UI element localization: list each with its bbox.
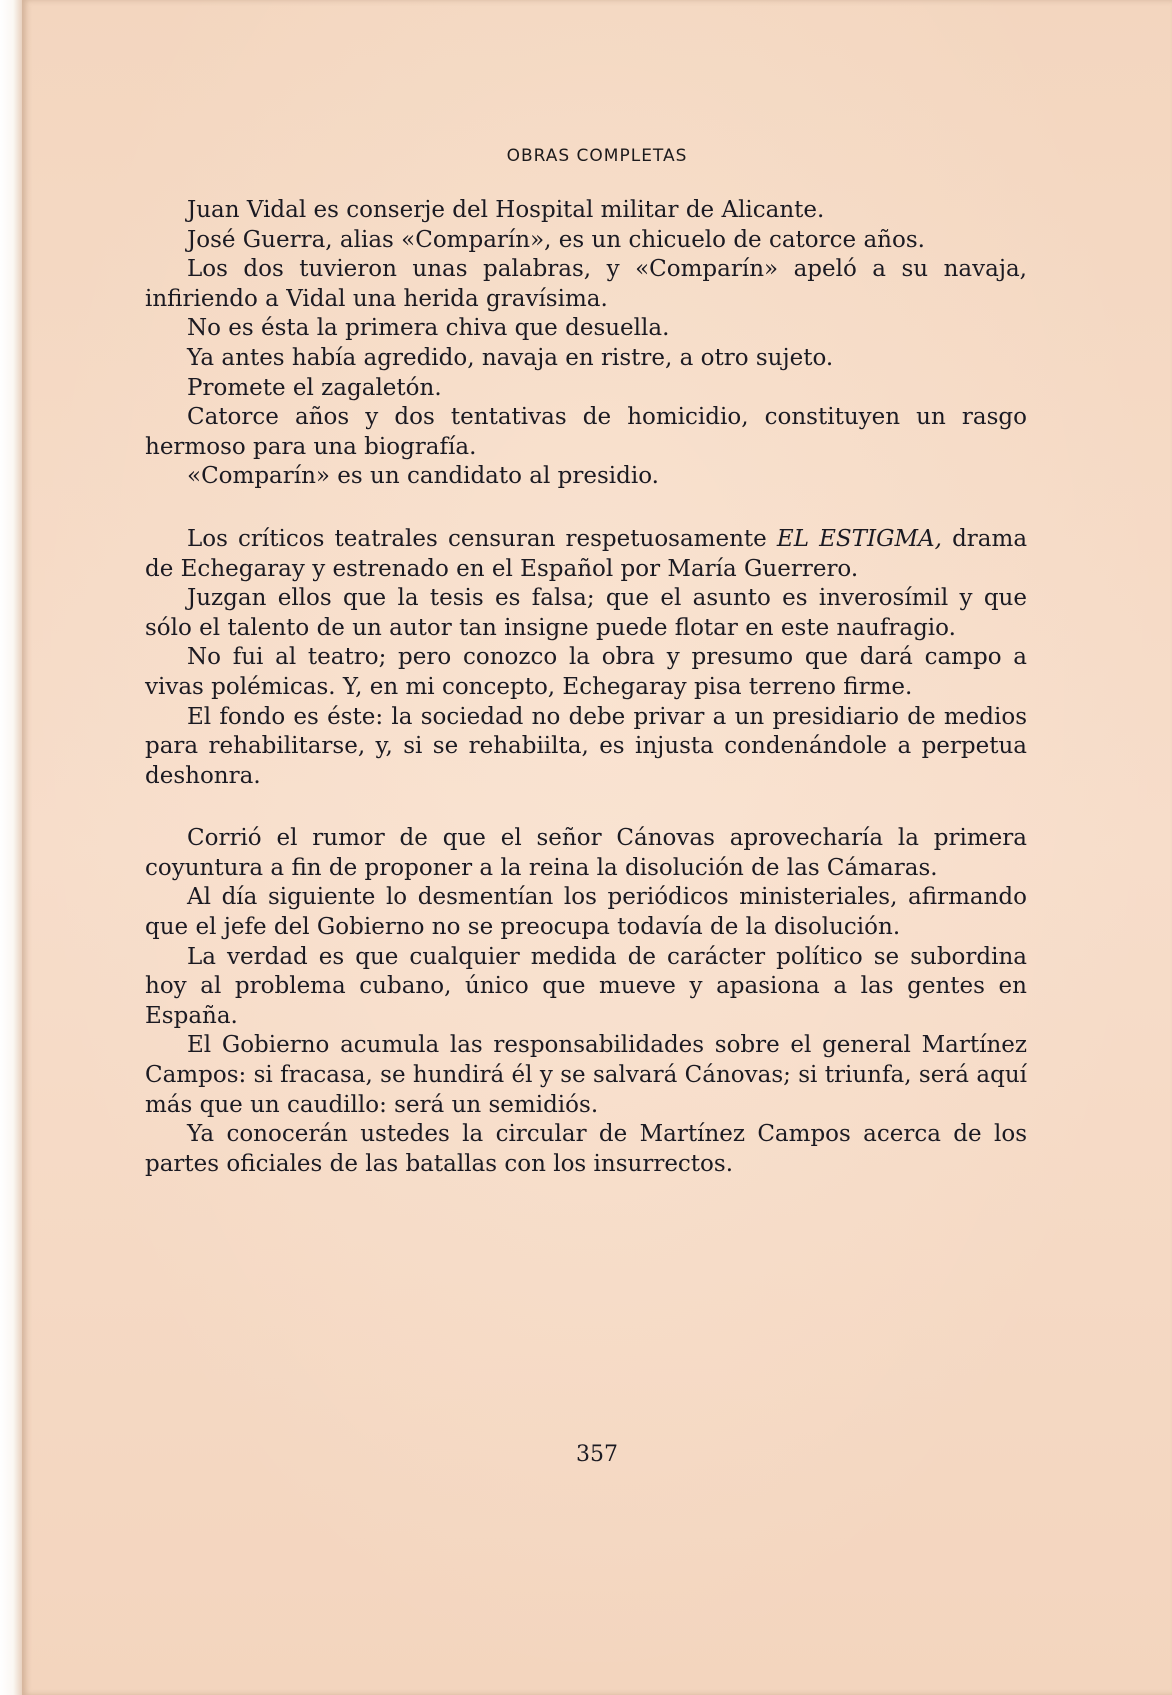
- paragraph: Juzgan ellos que la tesis es falsa; que el asunto es inverosímil y que sólo el talento de un autor tan insigne puede flotar en este naufragio.: [145, 585, 1027, 641]
- paragraph: No es ésta la primera chiva que desuella.: [187, 315, 670, 342]
- play-title: EL ESTIGMA,: [776, 525, 942, 552]
- page-number: 357: [576, 1442, 618, 1467]
- page-left-margin: [0, 0, 22, 1695]
- paragraph: La verdad es que cualquier medida de carácter político se subordina hoy al problema cubano, único que mueve y apasiona a las gentes en España.: [145, 943, 1027, 1029]
- paragraph: José Guerra, alias «Comparín», es un chicuelo de catorce años.: [187, 226, 925, 253]
- body-text: [145, 196, 1027, 1179]
- paragraph-text: drama de Echegaray y estrenado en el Español por María Guerrero.: [145, 525, 1028, 582]
- paragraph: Ya antes había agredido, navaja en ristre, a otro sujeto.: [187, 344, 834, 371]
- paragraph: El fondo es éste: la sociedad no debe privar a un presidiario de medios para rehabilitarse, y, si se rehabiilta, es injusta condenándole a perpetua deshonra.: [145, 703, 1027, 789]
- paragraph: [145, 525, 1027, 584]
- paragraph: Promete el zagaletón.: [187, 374, 442, 401]
- paragraph: El Gobierno acumula las responsabilidades sobre el general Martínez Campos: si fracasa, se hundirá él y se salvará Cánovas; si triunfa, será aquí más que un caudillo: será un semidiós.: [145, 1032, 1027, 1118]
- paragraph: Los dos tuvieron unas palabras, y «Comparín» apeló a su navaja, infiriendo a Vidal una herida gravísima.: [145, 256, 1027, 312]
- section-break: [145, 791, 1027, 824]
- paragraph: «Comparín» es un candidato al presidio.: [187, 463, 659, 490]
- paragraph-text: Los críticos teatrales censuran respetuosamente: [187, 525, 767, 552]
- paragraph: No fui al teatro; pero conozco la obra y presumo que dará campo a vivas polémicas. Y, en mi concepto, Echegaray pisa terreno firme.: [145, 644, 1027, 700]
- book-page: [22, 0, 1172, 1695]
- paragraph: Juan Vidal es conserje del Hospital militar de Alicante.: [187, 197, 825, 223]
- paragraph: Al día siguiente lo desmentían los periódicos ministeriales, afirmando que el jefe del Gobierno no se preocupa todavía de la disolución.: [145, 884, 1027, 941]
- paragraph: Ya conocerán ustedes la circular de Martínez Campos acerca de los partes oficiales de las batallas con los insurrectos.: [145, 1121, 1027, 1177]
- running-header: OBRAS COMPLETAS: [506, 146, 688, 166]
- paragraph: Catorce años y dos tentativas de homicidio, constituyen un rasgo hermoso para una biografía.: [145, 404, 1027, 460]
- paragraph: Corrió el rumor de que el señor Cánovas aprovecharía la primera coyuntura a fin de proponer a la reina la disolución de las Cámaras.: [145, 825, 1027, 881]
- section-break: [145, 492, 1027, 525]
